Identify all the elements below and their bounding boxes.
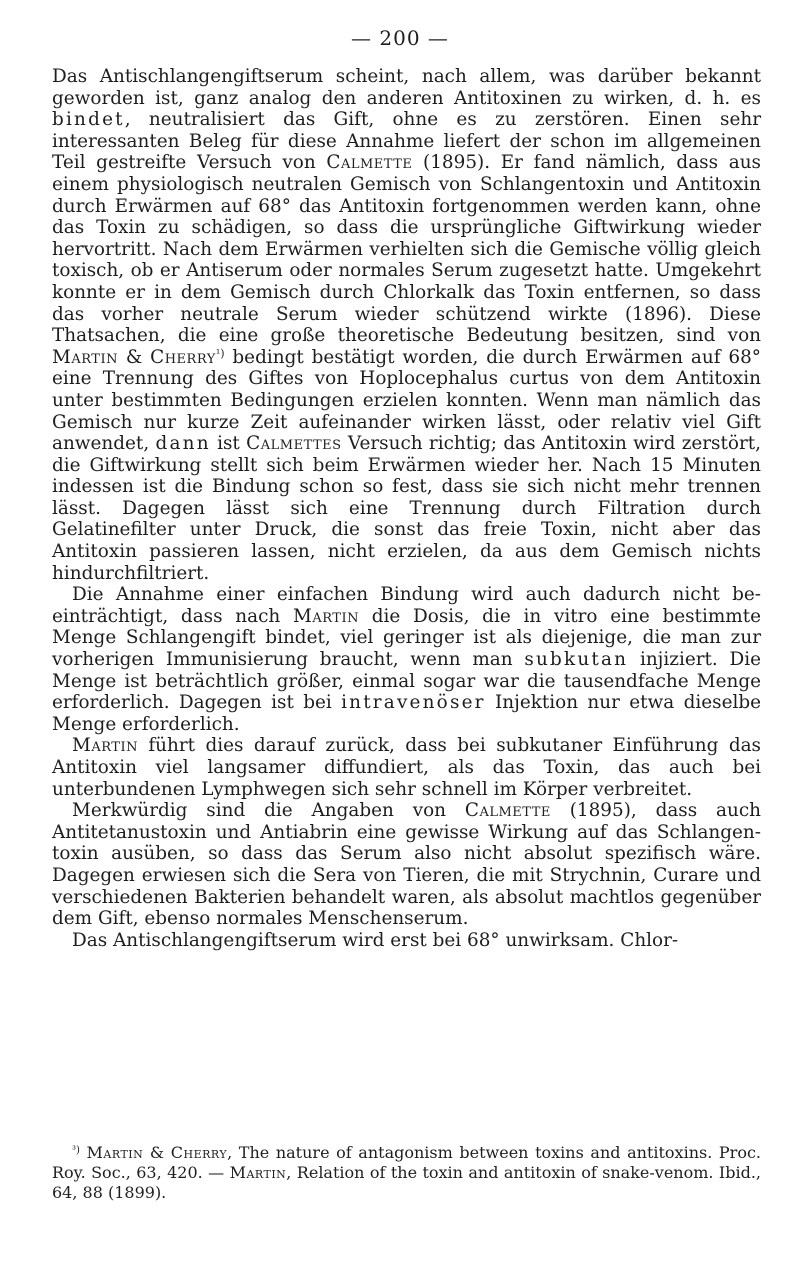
text-run: & [143, 1143, 171, 1162]
paragraph [52, 930, 761, 952]
footnotes [52, 1141, 761, 1203]
body-text [52, 66, 761, 951]
text-run: Merkwürdig sind die Angaben von [72, 800, 465, 822]
text-run: , Relation of the toxin and antitoxin of snake-venom. Ibid., 64, 88 (1899). [52, 1163, 762, 1202]
text-smallcaps: Cherry [150, 346, 216, 368]
text-run: (1895). Er fand nämlich, dass aus einem physiologisch neutralen Gemisch von Schlangentoxin und Antitoxin durch Erwärmen auf 68° das Antitoxin fortgenommen werden kann, ohne das Toxin zu schädigen, so dass die ursprüngliche Giftwirkung wieder hervortritt. Nach dem Erwärmen verhielten sich die Gemische völlig gleich toxisch, ob er Antiserum oder normales Serum zugesetzt hatte. Umgekehrt konnte er in dem Gemisch durch Chlorkalk das Toxin entfernen, so dass das vorher neutrale Serum wieder schützend wirkte (1896). Diese Thatsachen, die eine große theoretische Bedeutung besitzen, sind von [52, 152, 761, 347]
text-run: führt dies darauf zurück, dass bei subkutaner Einführung das Antitoxin viel langsamer diffundiert, als das Toxin, das auch bei unterbundenen Lymphwegen sich sehr schnell im Körper verbreitet. [52, 735, 761, 800]
text-run: Versuch richtig; das Antitoxin wird zerstört, die Giftwirkung stellt sich beim Erwärmen wieder her. Nach 15 Minuten indessen ist die Bindung schon so fest, dass sie sich nicht mehr trennen lässt. Dagegen lässt sich eine Trennung durch Filtration durch Gelatinefilter unter Druck, die sonst das freie Toxin, nicht aber das Antitoxin passieren lassen, nicht erzielen, da aus dem Gemisch nichts hindurchfiltriert. [52, 433, 761, 584]
text-sup: ¹) [215, 346, 225, 360]
text-run: , The nature of antagonism between toxins and antitoxins. Proc. Roy. Soc., 63, 420. — [52, 1143, 761, 1182]
footnote-marker: ³) [72, 1145, 80, 1156]
text-spaced: bindet [52, 109, 125, 131]
paragraph [52, 800, 761, 930]
paragraph [52, 66, 761, 584]
text-smallcaps: Calmette [326, 152, 413, 174]
text-run: Injektion nur etwa dieselbe Menge erforderlich. [52, 692, 761, 735]
paragraph [52, 735, 761, 800]
text-run: injiziert. Die Menge ist beträchtlich größer, einmal sogar war die tausendfache Menge erforderlich. Dagegen ist bei [52, 649, 761, 714]
text-run: & [117, 346, 151, 368]
text-run: (1895), dass auch Antitetanustoxin und Antiabrin eine gewisse Wirkung auf das Schlangentoxin ausüben, so dass das Serum also nicht absolut spezifisch wäre. Dagegen erwiesen sich die Sera von Tieren, die mit Strychnin, Curare und verschiedenen Bakterien behandelt waren, als absolut machtlos gegenüber dem Gift, ebenso normales Menschenserum. [52, 800, 761, 930]
text-run: Das Antischlangengiftserum scheint, nach allem, was darüber bekannt geworden ist, ganz analog den anderen Antitoxinen zu wirken, d. h. es [52, 66, 761, 109]
text-spaced: subkutan [524, 649, 629, 671]
text-smallcaps: Calmette [464, 800, 551, 822]
text-smallcaps: Martin [293, 605, 359, 627]
text-run: ist [210, 433, 247, 455]
text-smallcaps: Martin [72, 735, 138, 757]
text-spaced: dann [155, 433, 211, 455]
text-spaced: intravenöser [341, 692, 486, 714]
footnote [52, 1141, 761, 1203]
text-run: bedingt bestätigt worden, die durch Erwärmen auf 68° eine Trennung des Giftes von Hoplocephalus curtus von dem Antitoxin unter bestimmten Bedingungen erzielen konnten. Wenn man nämlich das Gemisch nur kurze Zeit aufeinander wirken lässt, oder relativ viel Gift anwendet, [52, 346, 762, 455]
text-smallcaps: Cherry [170, 1143, 228, 1162]
page-number: — 200 — [351, 26, 449, 50]
text-smallcaps: Martin [52, 346, 118, 368]
text-smallcaps: Martin [229, 1163, 287, 1182]
text-run: , neutralisiert das Gift, ohne es zu zerstören. Einen sehr interessanten Beleg für diese Annahme liefert der schon im allgemeinen Teil gestreifte Versuch von [52, 109, 761, 174]
paragraph [52, 584, 761, 735]
text-run: Das Antischlangengiftserum wird erst bei 68° unwirksam. Chlor- [72, 929, 679, 951]
text-run: Die Annahme einer einfachen Bindung wird auch dadurch nicht beeinträchtigt, dass nach [52, 584, 761, 627]
text-smallcaps: Calmettes [246, 433, 342, 455]
text-run: die Dosis, die in vitro eine bestimmte Menge Schlangengift bindet, viel geringer ist als diejenige, die man zur vorherigen Immunisierung braucht, wenn man [52, 605, 761, 671]
text-smallcaps: Martin [86, 1143, 144, 1162]
